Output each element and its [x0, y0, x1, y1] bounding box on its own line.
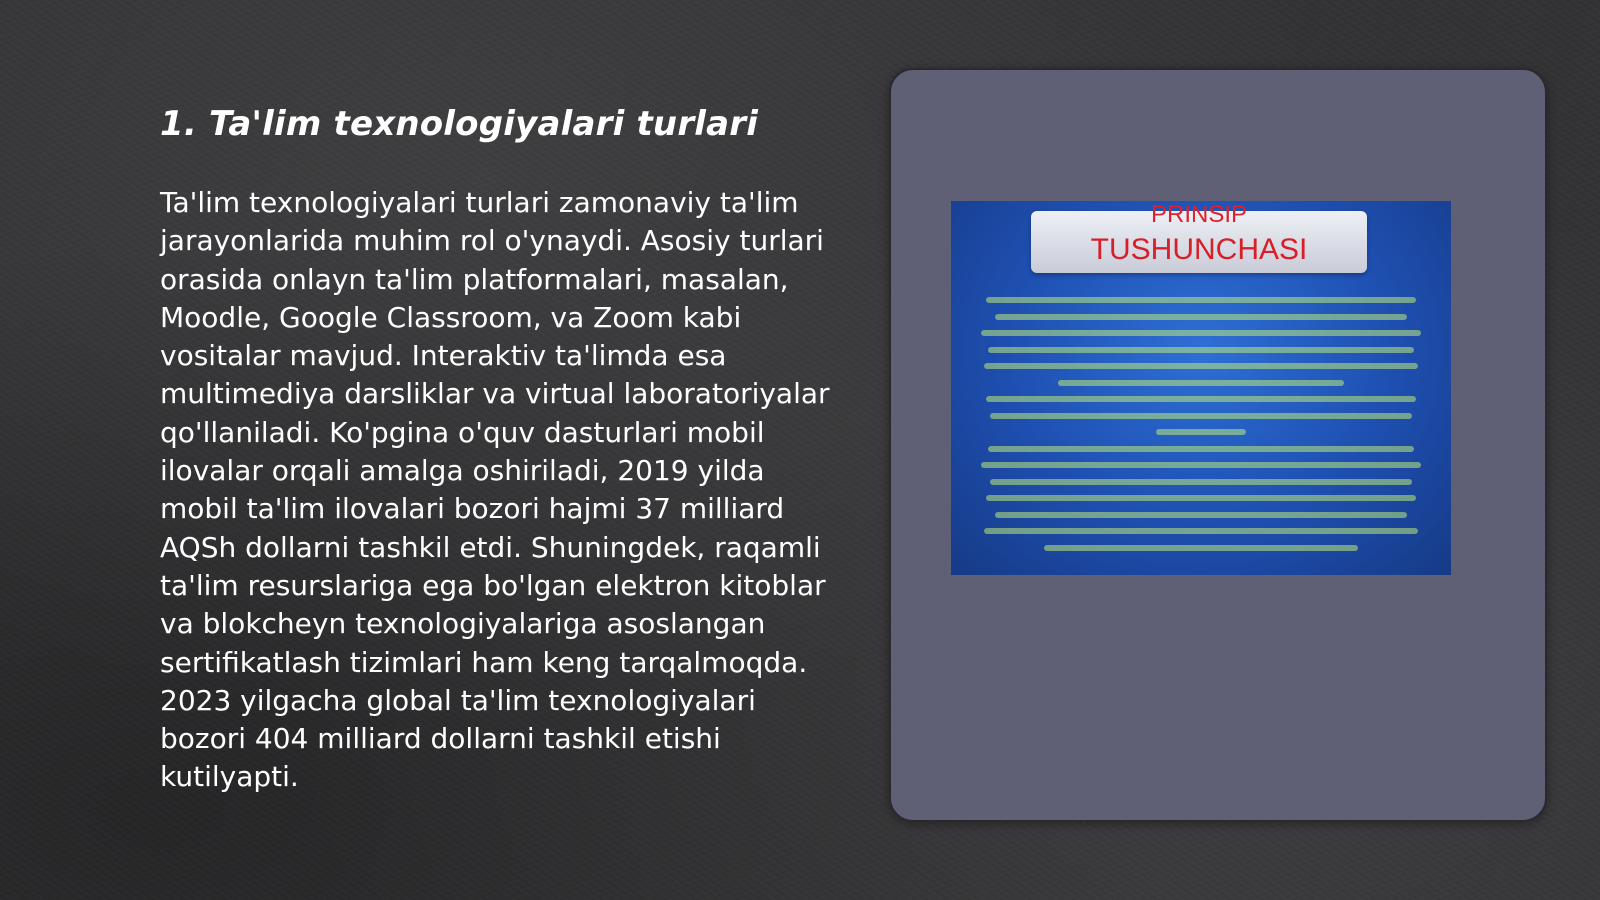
- embedded-slide-text-block: [977, 297, 1425, 562]
- embedded-slide-title: TUSHUNCHASI: [1090, 233, 1308, 266]
- slide-body-text: Ta'lim texnologiyalari turlari zamonaviy ta'lim jarayonlarida muhim rol o'ynaydi. Asosiy turlari orasida onlayn ta'lim platformalari, masalan, Moodle, Google Classroom, va Zoom kabi vositalar mavjud. Interaktiv ta'limda esa multimediya darsliklar va virtual laboratoriyalar qo'llaniladi. Ko'pgina o'quv dasturlari mobil ilovalar orqali amalga oshiriladi, 2019 yilda mobil ta'lim ilovalari bozori hajmi 37 milliard AQSh dollarni tashkil etdi. Shuningdek, raqamli ta'lim resurslariga ega bo'lgan elektron kitoblar va blokcheyn texnologiyalariga asoslangan sertifikatlash tizimlari ham keng tarqalmoqda. 2023 yilgacha global ta'lim texnologiyalari bozori 404 milliard dollarni tashkil etishi kutilyapti.: [160, 186, 830, 794]
- embedded-slide-title-box: [1031, 201, 1367, 273]
- image-panel: [889, 68, 1547, 822]
- embedded-slide-title-top: PRINSIP: [1150, 201, 1248, 228]
- embedded-slide-image: [951, 201, 1451, 575]
- slide-title: 1. Ta'lim texnologiyalari turlari: [160, 104, 759, 144]
